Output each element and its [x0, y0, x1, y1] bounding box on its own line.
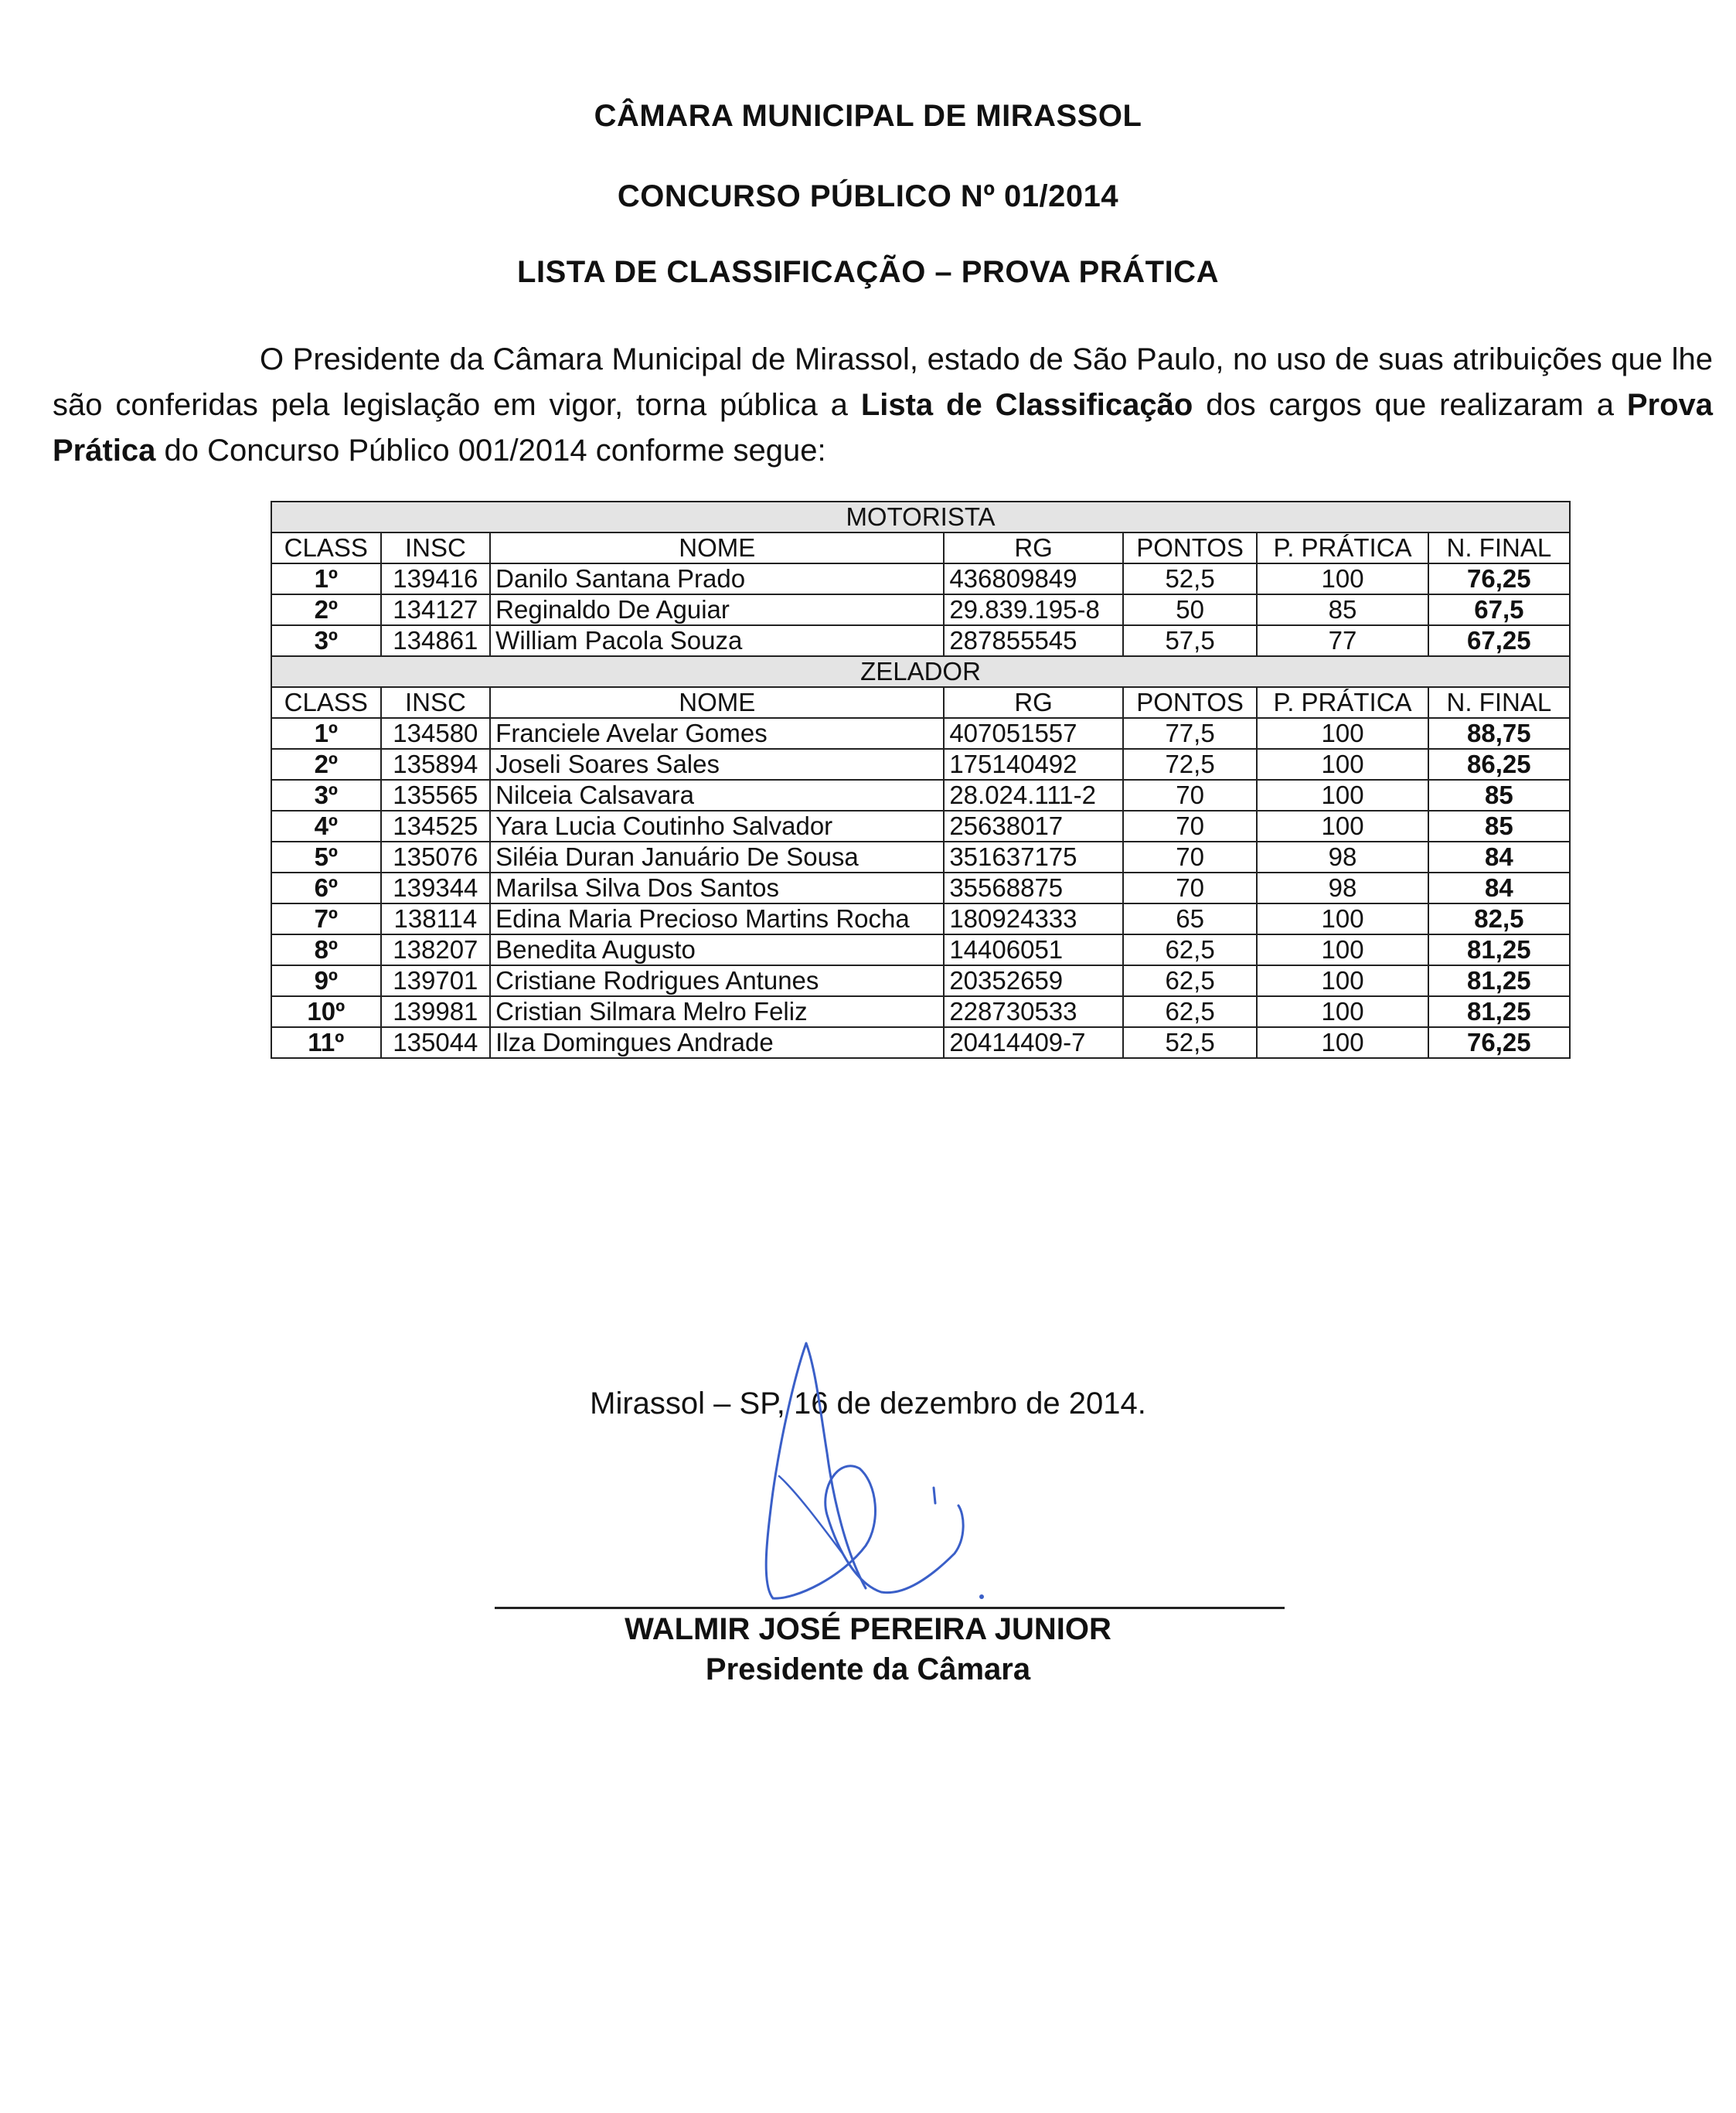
cell-class: 1º — [271, 718, 381, 749]
cell-class: 7º — [271, 903, 381, 934]
cell-rg: 228730533 — [944, 996, 1122, 1027]
section-title: ZELADOR — [271, 656, 1570, 687]
date-line: Mirassol – SP, 16 de dezembro de 2014. — [590, 1387, 1146, 1421]
contest-title: CONCURSO PÚBLICO Nº 01/2014 — [617, 179, 1119, 213]
column-header-nome: NOME — [490, 533, 944, 563]
cell-class: 5º — [271, 842, 381, 873]
cell-pratica: 100 — [1257, 1027, 1428, 1058]
cell-final: 82,5 — [1428, 903, 1570, 934]
cell-nome: Siléia Duran Januário De Sousa — [490, 842, 944, 873]
cell-class: 3º — [271, 625, 381, 656]
cell-rg: 407051557 — [944, 718, 1122, 749]
column-header-pontos: PONTOS — [1123, 687, 1258, 718]
cell-nome: Nilceia Calsavara — [490, 780, 944, 811]
cell-pratica: 98 — [1257, 873, 1428, 903]
cell-nome: Benedita Augusto — [490, 934, 944, 965]
cell-insc: 135565 — [381, 780, 491, 811]
cell-pontos: 70 — [1123, 842, 1258, 873]
cell-class: 3º — [271, 780, 381, 811]
cell-rg: 436809849 — [944, 563, 1122, 594]
cell-final: 85 — [1428, 811, 1570, 842]
cell-class: 1º — [271, 563, 381, 594]
cell-final: 81,25 — [1428, 965, 1570, 996]
signature-line — [495, 1607, 1285, 1609]
signer-name: WALMIR JOSÉ PEREIRA JUNIOR — [625, 1612, 1111, 1646]
cell-pontos: 70 — [1123, 873, 1258, 903]
column-header-rg: RG — [944, 533, 1122, 563]
cell-insc: 138207 — [381, 934, 491, 965]
cell-pontos: 70 — [1123, 811, 1258, 842]
cell-nome: Marilsa Silva Dos Santos — [490, 873, 944, 903]
intro-bold-2: Prova Prática — [53, 388, 1714, 468]
section-title: MOTORISTA — [271, 502, 1570, 533]
intro-bold-1: Lista de Classificação — [860, 388, 1193, 422]
cell-rg: 287855545 — [944, 625, 1122, 656]
column-header-pontos: PONTOS — [1123, 533, 1258, 563]
cell-rg: 35568875 — [944, 873, 1122, 903]
cell-pratica: 98 — [1257, 842, 1428, 873]
column-header-final: N. FINAL — [1428, 687, 1570, 718]
cell-nome: Yara Lucia Coutinho Salvador — [490, 811, 944, 842]
cell-pontos: 65 — [1123, 903, 1258, 934]
cell-nome: Cristian Silmara Melro Feliz — [490, 996, 944, 1027]
cell-rg: 175140492 — [944, 749, 1122, 780]
cell-pontos: 72,5 — [1123, 749, 1258, 780]
cell-rg: 20414409-7 — [944, 1027, 1122, 1058]
cell-pratica: 100 — [1257, 811, 1428, 842]
intro-text-2: dos cargos que realizaram a — [1193, 388, 1627, 422]
cell-final: 76,25 — [1428, 1027, 1570, 1058]
column-header-rg: RG — [944, 687, 1122, 718]
cell-class: 10º — [271, 996, 381, 1027]
cell-nome: Ilza Domingues Andrade — [490, 1027, 944, 1058]
cell-insc: 135044 — [381, 1027, 491, 1058]
cell-pontos: 62,5 — [1123, 934, 1258, 965]
column-header-class: CLASS — [271, 687, 381, 718]
cell-pontos: 62,5 — [1123, 965, 1258, 996]
cell-final: 81,25 — [1428, 996, 1570, 1027]
cell-pratica: 100 — [1257, 780, 1428, 811]
cell-final: 67,5 — [1428, 594, 1570, 625]
cell-final: 84 — [1428, 873, 1570, 903]
institution-title: CÂMARA MUNICIPAL DE MIRASSOL — [594, 99, 1142, 133]
cell-class: 2º — [271, 594, 381, 625]
intro-text-3: do Concurso Público 001/2014 conforme segue: — [155, 434, 826, 468]
cell-insc: 139701 — [381, 965, 491, 996]
cell-insc: 135076 — [381, 842, 491, 873]
cell-pontos: 52,5 — [1123, 1027, 1258, 1058]
column-header-insc: INSC — [381, 687, 491, 718]
cell-nome: William Pacola Souza — [490, 625, 944, 656]
cell-pratica: 77 — [1257, 625, 1428, 656]
cell-rg: 180924333 — [944, 903, 1122, 934]
cell-pratica: 100 — [1257, 934, 1428, 965]
cell-class: 9º — [271, 965, 381, 996]
cell-rg: 28.024.111-2 — [944, 780, 1122, 811]
cell-rg: 351637175 — [944, 842, 1122, 873]
cell-rg: 20352659 — [944, 965, 1122, 996]
column-header-pratica: P. PRÁTICA — [1257, 533, 1428, 563]
cell-final: 84 — [1428, 842, 1570, 873]
signer-role: Presidente da Câmara — [705, 1652, 1031, 1686]
cell-pontos: 77,5 — [1123, 718, 1258, 749]
column-header-pratica: P. PRÁTICA — [1257, 687, 1428, 718]
cell-insc: 134861 — [381, 625, 491, 656]
column-header-insc: INSC — [381, 533, 491, 563]
list-title: LISTA DE CLASSIFICAÇÃO – PROVA PRÁTICA — [517, 255, 1219, 289]
cell-pontos: 57,5 — [1123, 625, 1258, 656]
cell-final: 88,75 — [1428, 718, 1570, 749]
intro-text-1: O Presidente da Câmara Municipal de Mirassol, estado de São Paulo, no uso de suas atribuições que lhe são conferidas pela legislação em vigor, torna pública a — [53, 342, 1713, 422]
cell-pratica: 100 — [1257, 563, 1428, 594]
cell-insc: 134127 — [381, 594, 491, 625]
cell-insc: 139344 — [381, 873, 491, 903]
cell-pratica: 100 — [1257, 903, 1428, 934]
cell-nome: Joseli Soares Sales — [490, 749, 944, 780]
column-header-nome: NOME — [490, 687, 944, 718]
cell-final: 67,25 — [1428, 625, 1570, 656]
cell-pontos: 62,5 — [1123, 996, 1258, 1027]
cell-pontos: 52,5 — [1123, 563, 1258, 594]
cell-insc: 135894 — [381, 749, 491, 780]
cell-insc: 134525 — [381, 811, 491, 842]
cell-insc: 139981 — [381, 996, 491, 1027]
cell-pratica: 100 — [1257, 718, 1428, 749]
cell-nome: Cristiane Rodrigues Antunes — [490, 965, 944, 996]
cell-pratica: 100 — [1257, 996, 1428, 1027]
cell-rg: 29.839.195-8 — [944, 594, 1122, 625]
cell-pratica: 100 — [1257, 965, 1428, 996]
cell-insc: 134580 — [381, 718, 491, 749]
cell-rg: 25638017 — [944, 811, 1122, 842]
cell-insc: 138114 — [381, 903, 491, 934]
cell-nome: Franciele Avelar Gomes — [490, 718, 944, 749]
cell-class: 4º — [271, 811, 381, 842]
cell-nome: Edina Maria Precioso Martins Rocha — [490, 903, 944, 934]
cell-class: 2º — [271, 749, 381, 780]
column-header-final: N. FINAL — [1428, 533, 1570, 563]
cell-final: 76,25 — [1428, 563, 1570, 594]
cell-insc: 139416 — [381, 563, 491, 594]
cell-class: 8º — [271, 934, 381, 965]
cell-final: 86,25 — [1428, 749, 1570, 780]
cell-nome: Danilo Santana Prado — [490, 563, 944, 594]
cell-final: 85 — [1428, 780, 1570, 811]
column-header-class: CLASS — [271, 533, 381, 563]
cell-nome: Reginaldo De Aguiar — [490, 594, 944, 625]
cell-rg: 14406051 — [944, 934, 1122, 965]
cell-class: 11º — [271, 1027, 381, 1058]
cell-pratica: 100 — [1257, 749, 1428, 780]
cell-pratica: 85 — [1257, 594, 1428, 625]
cell-pontos: 50 — [1123, 594, 1258, 625]
cell-final: 81,25 — [1428, 934, 1570, 965]
cell-class: 6º — [271, 873, 381, 903]
cell-pontos: 70 — [1123, 780, 1258, 811]
